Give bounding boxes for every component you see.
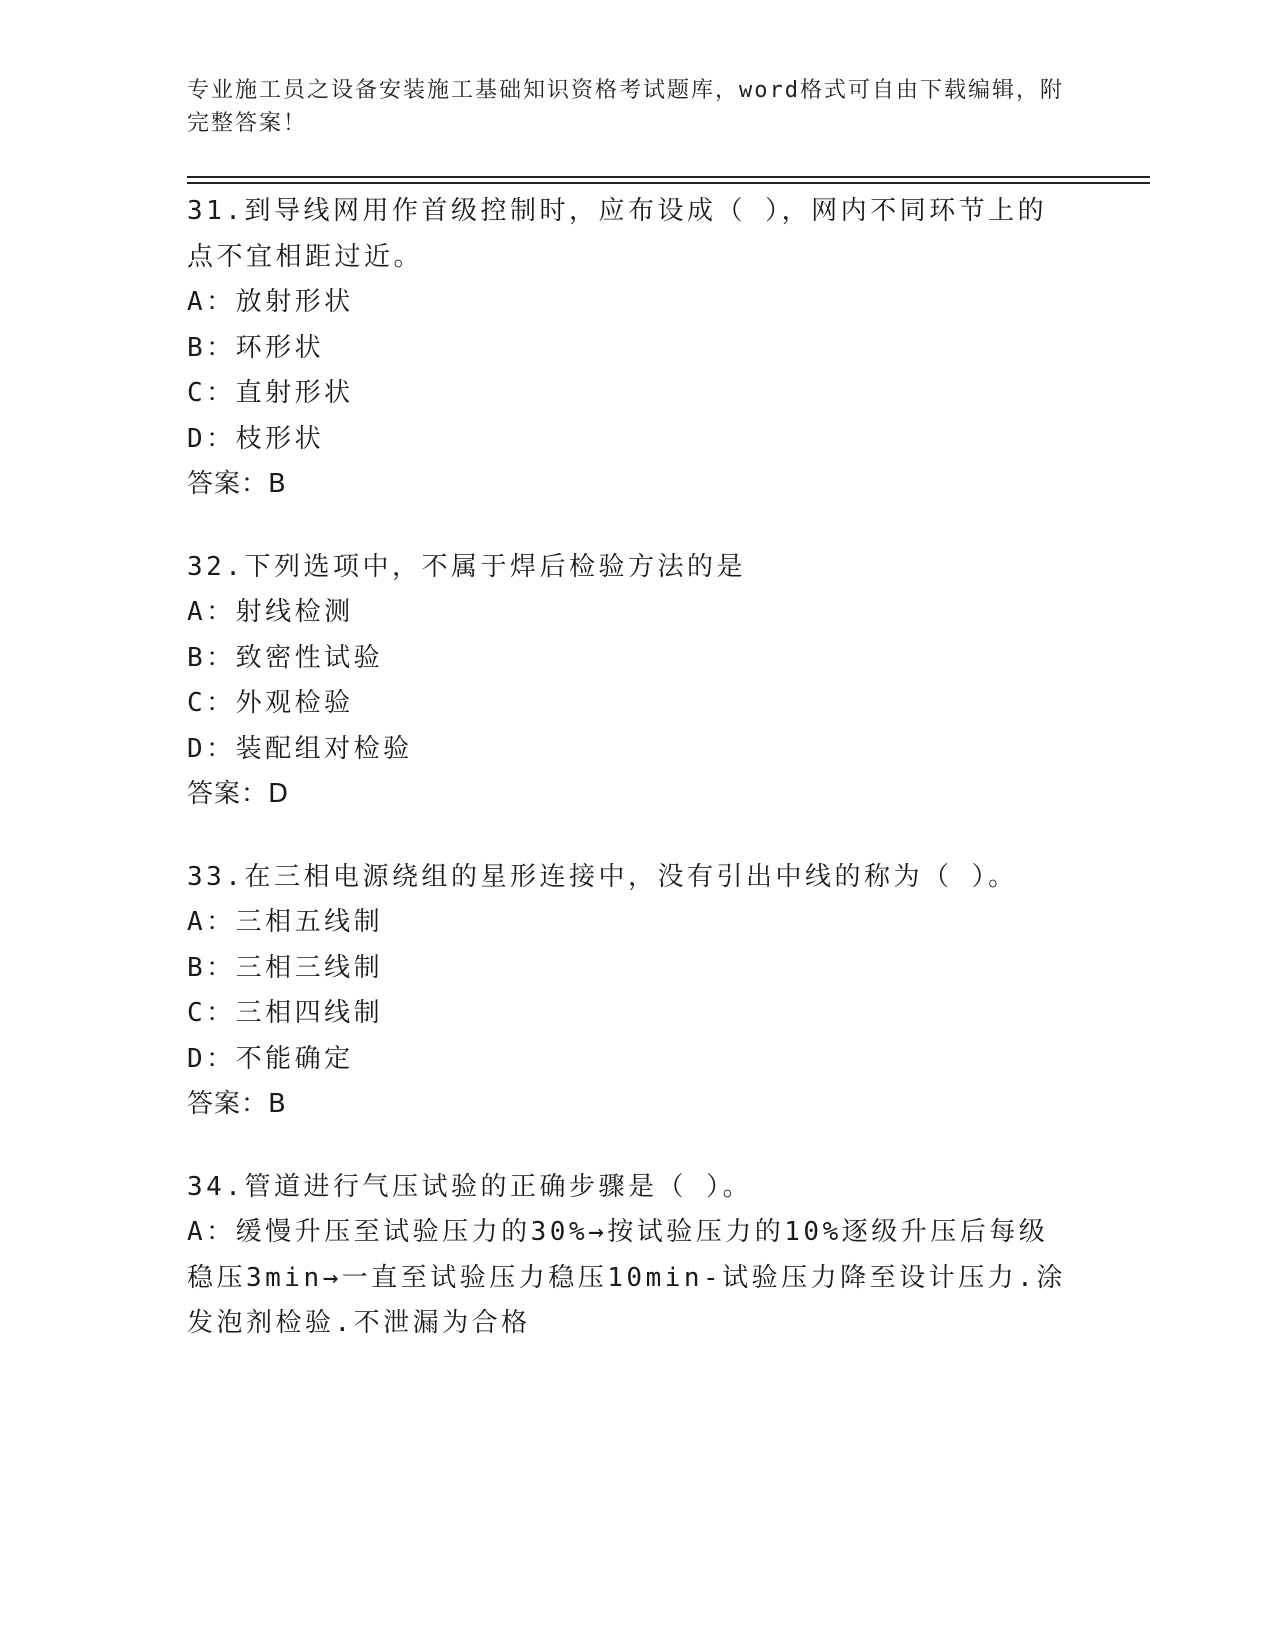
question-33 [187, 855, 1067, 1128]
option-c: C：直射形状 [187, 378, 354, 408]
option-a: A：放射形状 [187, 287, 354, 317]
option-a: A：缓慢升压至试验压力的30%→按试验压力的10%逐级升压后每级稳压3min→一直至试验压力稳压10min-试验压力降至设计压力.涂发泡剂检验.不泄漏为合格 [187, 1217, 1066, 1338]
answer-label: 答案：D [187, 779, 290, 809]
option-b: B：致密性试验 [187, 642, 384, 673]
header-divider-top [187, 176, 1150, 178]
option-c: C：三相四线制 [187, 998, 384, 1028]
question-text: 31.到导线网用作首级控制时，应布设成（ ），网内不同环节上的点不宜相距过近。 [187, 196, 1048, 272]
option-d: D：装配组对检验 [187, 733, 413, 764]
question-text: 33.在三相电源绕组的星形连接中，没有引出中线的称为（ ）。 [187, 861, 1018, 892]
option-d: D：枝形状 [187, 423, 325, 454]
header-title: 专业施工员之设备安装施工基础知识资格考试题库，word格式可自由下载编辑，附完整答案！ [187, 78, 1064, 136]
header-divider-bottom [187, 182, 1150, 184]
answer-label: 答案：B [187, 469, 287, 499]
option-a: A：三相五线制 [187, 907, 384, 937]
question-text: 34.管道进行气压试验的正确步骤是（ ）。 [187, 1171, 753, 1202]
document-header [187, 74, 1087, 140]
option-a: A：射线检测 [187, 597, 354, 627]
option-b: B：三相三线制 [187, 952, 384, 983]
question-32 [187, 545, 1067, 818]
question-31 [187, 189, 1067, 508]
option-c: C：外观检验 [187, 688, 354, 718]
question-list [187, 189, 1067, 1384]
question-34 [187, 1165, 1067, 1347]
question-text: 32.下列选项中，不属于焊后检验方法的是 [187, 551, 746, 582]
option-b: B：环形状 [187, 332, 325, 363]
answer-label: 答案：B [187, 1089, 287, 1119]
option-d: D：不能确定 [187, 1043, 354, 1074]
